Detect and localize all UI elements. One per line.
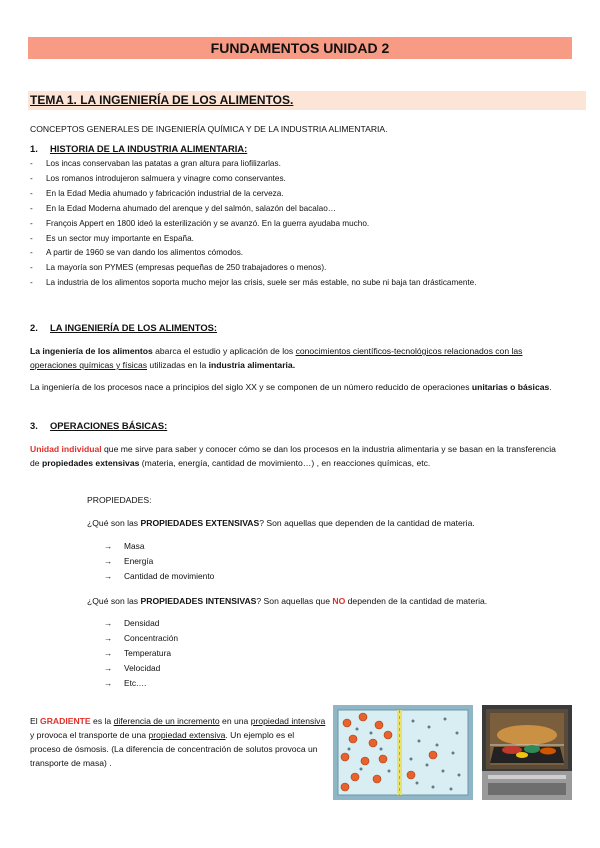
section1-number: 1. [30,143,38,154]
list-item: - En la Edad Media ahumado y fabricación industrial de la cerveza. [30,187,540,202]
list-item: → Temperatura [104,646,178,661]
list-item: - En la Edad Moderna ahumado del arenque y del salmón, salazón del bacalao… [30,202,540,217]
list-item: → Concentración [104,631,178,646]
list-item: → Masa [104,539,214,554]
list-item: - Los romanos introdujeron salmuera y vinagre como conservantes. [30,172,540,187]
section1-heading [30,143,247,154]
list-item: → Velocidad [104,661,178,676]
section2-paragraph1: La ingeniería de los alimentos abarca el estudio y aplicación de los conocimientos científicos-tecnológicos relacionados con las operaciones químicas y físicas utilizadas en la industria alimentaria. [30,346,523,370]
section2-paragraph2: La ingeniería de los procesos nace a principios del siglo XX y se componen de un número reducido de operaciones unitarias o básicas. [30,382,552,392]
extensive-question: ¿Qué son las PROPIEDADES EXTENSIVAS? Son aquellas que dependen de la cantidad de materia. [87,518,475,528]
propiedades-label: PROPIEDADES: [87,495,152,505]
list-item: - François Appert en 1800 ideó la esterilización y se avanzó. En la guerra ayudaba mucho. [30,217,540,232]
section3-number: 3. [30,420,38,431]
history-list [30,157,540,291]
list-item: - A partir de 1960 se van dando los alimentos cómodos. [30,246,540,261]
osmosis-diagram [333,705,473,800]
intensive-list [104,616,178,691]
intensive-question: ¿Qué son las PROPIEDADES INTENSIVAS? Son aquellas que NO dependen de la cantidad de materia. [87,596,488,606]
list-item: → Energía [104,554,214,569]
section2-title: LA INGENIERÍA DE LOS ALIMENTOS: [50,322,218,333]
extensive-list [104,539,214,584]
list-item: → Etc.… [104,676,178,691]
section2-heading [30,322,217,333]
section3-heading [30,420,167,431]
oven-photo [482,705,572,800]
list-item: - Los incas conservaban las patatas a gran altura para liofilizarlas. [30,157,540,172]
section2-number: 2. [30,322,38,333]
section3-title: OPERACIONES BÁSICAS: [50,420,168,431]
document-title: FUNDAMENTOS UNIDAD 2 [28,37,572,59]
intro-line: CONCEPTOS GENERALES DE INGENIERÍA QUÍMICA Y DE LA INDUSTRIA ALIMENTARIA. [30,124,388,134]
list-item: → Cantidad de movimiento [104,569,214,584]
list-item: - Es un sector muy importante en España. [30,232,540,247]
tema-heading: TEMA 1. LA INGENIERÍA DE LOS ALIMENTOS. [28,91,586,110]
gradient-paragraph: El GRADIENTE es la diferencia de un incremento en una propiedad intensiva y provoca el transporte de una propiedad extensiva. Un ejemplo es el proceso de ósmosis. (La diferencia de concentración de solutos provoca un transporte de masa) . [30,716,326,768]
section3-paragraph: Unidad individual que me sirve para saber y conocer cómo se dan los procesos en la industria alimentaria y se basan en la transferencia de propiedades extensivas (materia, energía, cantidad de movimiento…) , en reacciones químicas, etc. [30,444,556,468]
list-item: - La mayoría son PYMES (empresas pequeñas de 250 trabajadores o menos). [30,261,540,276]
section1-title: HISTORIA DE LA INDUSTRIA ALIMENTARIA: [50,143,248,154]
list-item: - La industria de los alimentos soporta mucho mejor las crisis, suele ser más estable, no sube ni baja tan drásticamente. [30,276,540,291]
list-item: → Densidad [104,616,178,631]
